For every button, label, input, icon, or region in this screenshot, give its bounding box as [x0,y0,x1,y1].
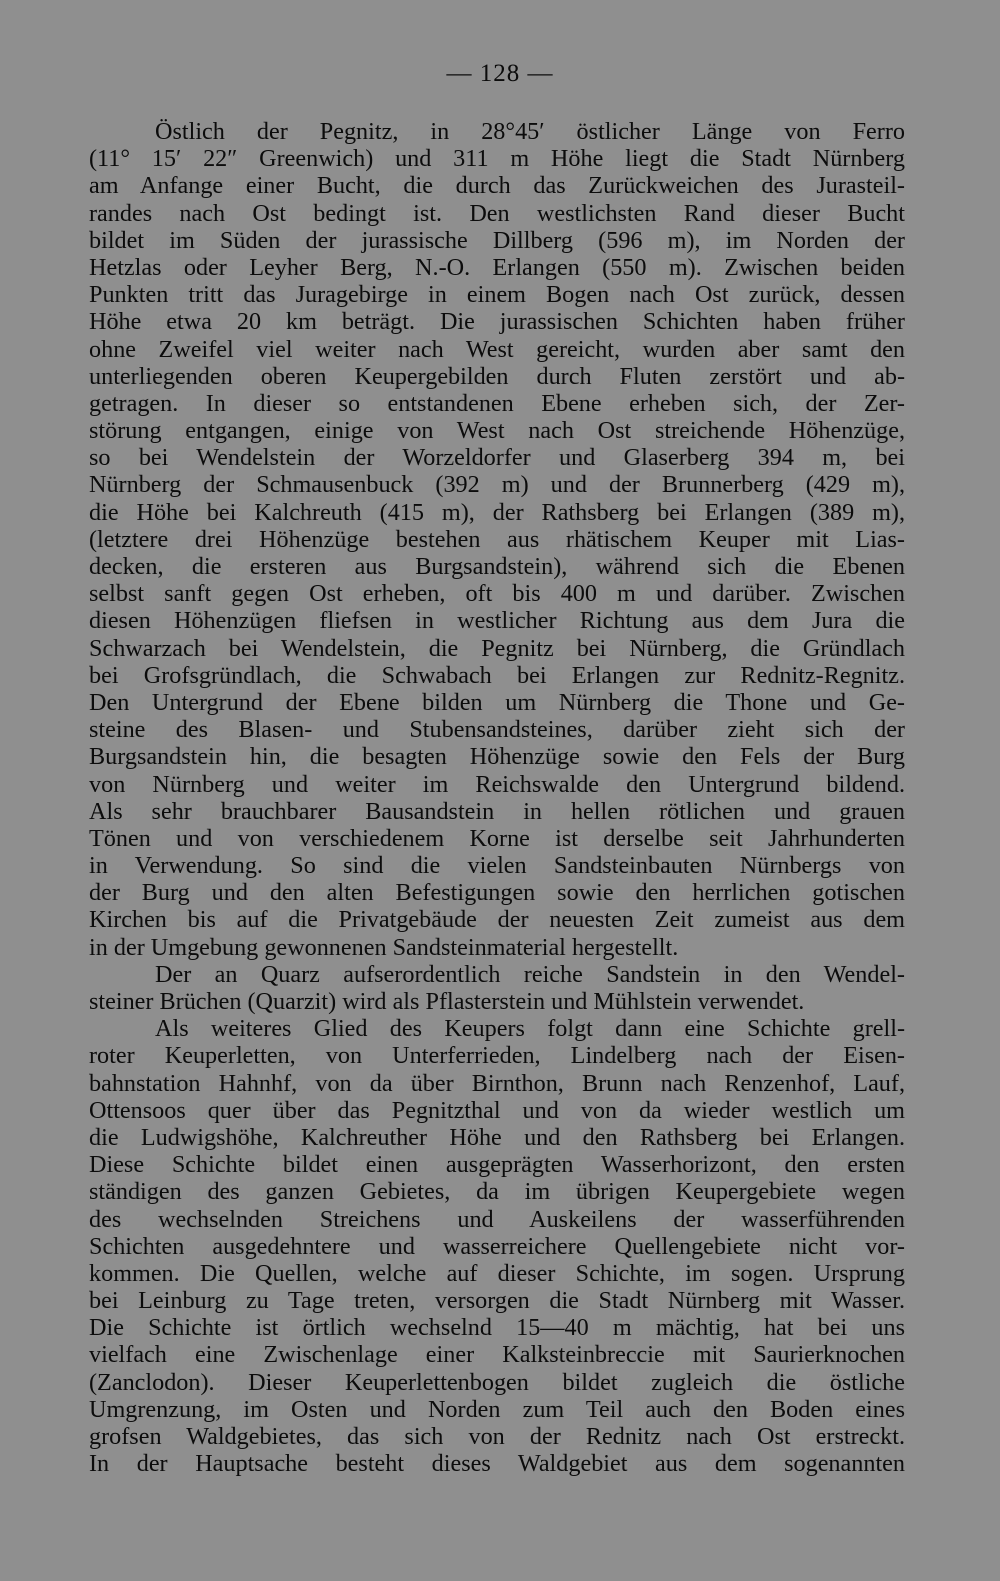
text-line: kommen. Die Quellen, welche auf dieser Schichte, im sogen. Ursprung [89,1259,905,1287]
text-line: Höhe etwa 20 km beträgt. Die jurassischen Schichten haben früher [89,308,905,336]
text-line: Burgsandstein hin, die besagten Höhenzüge sowie den Fels der Burg [89,743,905,771]
text-line: Hetzlas oder Leyher Berg, N.-O. Erlangen (550 m). Zwischen beiden [89,253,905,281]
text-line: Nürnberg der Schmausenbuck (392 m) und der Brunnerberg (429 m), [89,471,905,499]
text-line: selbst sanft gegen Ost erheben, oft bis 400 m und darüber. Zwischen [89,580,905,608]
text-line: (Zanclodon). Dieser Keuperlettenbogen bildet zugleich die östliche [89,1368,905,1396]
text-line: steine des Blasen- und Stubensandsteines, darüber zieht sich der [89,716,905,744]
text-line: Diese Schichte bildet einen ausgeprägten Wasserhorizont, den ersten [89,1151,905,1179]
text-line: Kirchen bis auf die Privatgebäude der neuesten Zeit zumeist aus dem [89,906,905,934]
text-line: der Burg und den alten Befestigungen sowie den herrlichen gotischen [89,879,905,907]
text-line: diesen Höhenzügen fliefsen in westlicher Richtung aus dem Jura die [89,607,905,635]
text-line: am Anfange einer Bucht, die durch das Zurückweichen des Jurasteil- [89,172,905,200]
text-line: (11° 15′ 22″ Greenwich) und 311 m Höhe liegt die Stadt Nürnberg [89,145,905,173]
text-line: von Nürnberg und weiter im Reichswalde den Untergrund bildend. [89,770,905,798]
text-line: in Verwendung. So sind die vielen Sandsteinbauten Nürnbergs von [89,852,905,880]
text-line: bei Leinburg zu Tage treten, versorgen die Stadt Nürnberg mit Wasser. [89,1287,905,1315]
paragraph [89,1015,905,1477]
text-line: Schichten ausgedehntere und wasserreichere Quellengebiete nicht vor- [89,1232,905,1260]
text-line: so bei Wendelstein der Worzeldorfer und Glaserberg 394 m, bei [89,444,905,472]
text-line: Als weiteres Glied des Keupers folgt dann eine Schichte grell- [155,1015,905,1043]
text-line: ohne Zweifel viel weiter nach West gereicht, wurden aber samt den [89,335,905,363]
text-line: Östlich der Pegnitz, in 28°45′ östlicher Länge von Ferro [155,118,905,145]
text-line: grofsen Waldgebietes, das sich von der Rednitz nach Ost erstreckt. [89,1423,905,1450]
text-line: Punkten tritt das Juragebirge in einem Bogen nach Ost zurück, dessen [89,281,905,309]
text-line: Schwarzach bei Wendelstein, die Pegnitz bei Nürnberg, die Gründlach [89,634,905,662]
text-line: Ottensoos quer über das Pegnitzthal und von da wieder westlich um [89,1096,905,1124]
text-line: steiner Brüchen (Quarzit) wird als Pflasterstein und Mühlstein verwendet. [89,988,805,1015]
text-line: die Höhe bei Kalchreuth (415 m), der Rathsberg bei Erlangen (389 m), [89,498,905,526]
text-line: Den Untergrund der Ebene bilden um Nürnberg die Thone und Ge- [89,688,905,716]
text-line: in der Umgebung gewonnenen Sandsteinmaterial hergestellt. [89,933,679,961]
page-number: — 128 — [446,60,554,87]
text-line: Der an Quarz aufserordentlich reiche Sandstein in den Wendel- [155,960,905,988]
text-line: störung entgangen, einige von West nach Ost streichende Höhenzüge, [89,417,905,445]
body-text [89,118,905,1477]
paragraph [89,118,905,961]
text-line: (letztere drei Höhenzüge bestehen aus rhätischem Keuper mit Lias- [89,525,905,553]
text-line: decken, die ersteren aus Burgsandstein), während sich die Ebenen [89,553,905,580]
text-line: getragen. In dieser so entstandenen Ebene erheben sich, der Zer- [89,389,905,417]
paragraph [89,961,905,1015]
text-line: randes nach Ost bedingt ist. Den westlichsten Rand dieser Bucht [89,199,905,227]
text-line: In der Hauptsache besteht dieses Waldgebiet aus dem sogenannten [89,1450,905,1478]
text-line: die Ludwigshöhe, Kalchreuther Höhe und den Rathsberg bei Erlangen. [89,1123,905,1151]
text-line: bildet im Süden der jurassische Dillberg (596 m), im Norden der [89,226,905,254]
text-line: Die Schichte ist örtlich wechselnd 15—40 m mächtig, hat bei uns [89,1314,905,1342]
text-line: vielfach eine Zwischenlage einer Kalksteinbreccie mit Saurierknochen [89,1341,905,1369]
text-line: bei Grofsgründlach, die Schwabach bei Erlangen zur Rednitz-Regnitz. [89,661,905,689]
text-line: unterliegenden oberen Keupergebilden durch Fluten zerstört und ab- [89,362,905,390]
text-line: Tönen und von verschiedenem Korne ist derselbe seit Jahrhunderten [89,824,905,852]
text-line: Als sehr brauchbarer Bausandstein in hellen rötlichen und grauen [89,797,905,825]
text-line: roter Keuperletten, von Unterferrieden, Lindelberg nach der Eisen- [89,1042,905,1070]
text-line: des wechselnden Streichens und Auskeilens der wasserführenden [89,1205,905,1233]
text-line: bahnstation Hahnhf, von da über Birnthon, Brunn nach Renzenhof, Lauf, [89,1069,905,1097]
text-line: ständigen des ganzen Gebietes, da im übrigen Keupergebiete wegen [89,1178,905,1206]
text-line: Umgrenzung, im Osten und Norden zum Teil auch den Boden eines [89,1395,905,1423]
